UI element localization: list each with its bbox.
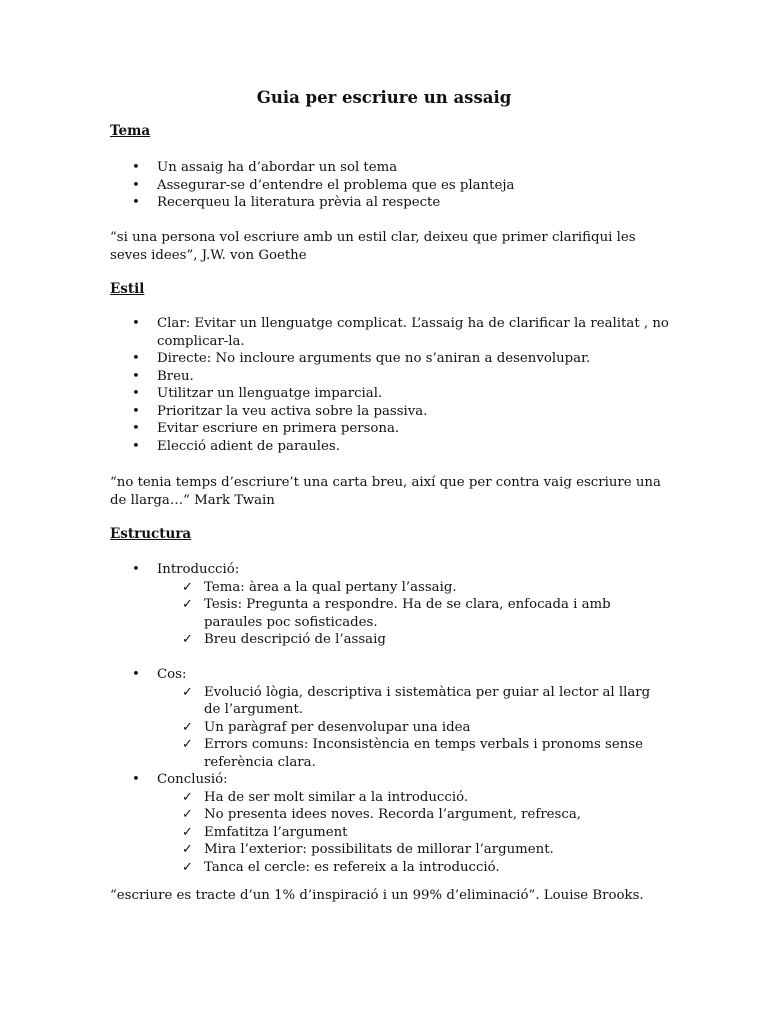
- list-item: • Clar: Evitar un llenguatge complicat. L’assaig ha de clarificar la realitat , no complicar-la.: [110, 315, 670, 350]
- check-item: ✓ Un paràgraf per desenvolupar una idea: [157, 719, 670, 737]
- section-heading-estructura: Estructura: [110, 526, 192, 542]
- list-item: • Utilitzar un llenguatge imparcial.: [110, 385, 670, 403]
- list-item: • Breu.: [110, 368, 670, 386]
- list-item-conclusio: [110, 771, 670, 876]
- list-item-label: Conclusió:: [157, 772, 228, 787]
- page-title: Guia per escriure un assaig: [256, 88, 512, 107]
- quote-brooks: “escriure es tracte d’un 1% d’inspiració i un 99% d’eliminació”. Louise Brooks.: [110, 888, 644, 903]
- check-item: ✓ Breu descripció de l’assaig: [157, 631, 670, 649]
- check-item: ✓ Tanca el cercle: es refereix a la introducció.: [157, 859, 670, 877]
- list-item: • Un assaig ha d’abordar un sol tema: [110, 159, 670, 177]
- list-item-label: Cos:: [157, 667, 187, 682]
- estil-list: [110, 315, 670, 455]
- list-item: • Assegurar-se d’entendre el problema que es planteja: [110, 177, 670, 195]
- tema-list: [110, 159, 670, 212]
- list-item-label: Introducció:: [157, 562, 240, 577]
- introduccio-checklist: [157, 579, 670, 649]
- check-item: ✓ Tesis: Pregunta a respondre. Ha de se clara, enfocada i amb paraules poc sofisticades.: [157, 596, 670, 631]
- check-item: ✓ Emfatitza l’argument: [157, 824, 670, 842]
- quote-goethe: “si una persona vol escriure amb un estil clar, deixeu que primer clarifiqui les seves idees”, J.W. von Goethe: [110, 230, 636, 263]
- quote-twain: “no tenia temps d’escriure’t una carta breu, així que per contra vaig escriure una de llarga…” Mark Twain: [110, 475, 661, 508]
- list-item: • Directe: No incloure arguments que no s’aniran a desenvolupar.: [110, 350, 670, 368]
- list-item: • Evitar escriure en primera persona.: [110, 420, 670, 438]
- check-item: ✓ Ha de ser molt similar a la introducció.: [157, 789, 670, 807]
- section-heading-estil: Estil: [110, 281, 145, 297]
- list-item-cos: [110, 666, 670, 771]
- check-item: ✓ No presenta idees noves. Recorda l’argument, refresca,: [157, 806, 670, 824]
- check-item: ✓ Tema: àrea a la qual pertany l’assaig.: [157, 579, 670, 597]
- estructura-list: [110, 561, 670, 876]
- check-item: ✓ Mira l’exterior: possibilitats de millorar l’argument.: [157, 841, 670, 859]
- list-item: • Recerqueu la literatura prèvia al respecte: [110, 194, 670, 212]
- check-item: ✓ Errors comuns: Inconsistència en temps verbals i pronoms sense referència clara.: [157, 736, 670, 771]
- list-item: • Elecció adient de paraules.: [110, 438, 670, 456]
- list-item-introduccio: [110, 561, 670, 666]
- conclusio-checklist: [157, 789, 670, 877]
- spacer: [157, 649, 670, 667]
- list-item: • Prioritzar la veu activa sobre la passiva.: [110, 403, 670, 421]
- cos-checklist: [157, 684, 670, 772]
- check-item: ✓ Evolució lògia, descriptiva i sistemàtica per guiar al lector al llarg de l’argument.: [157, 684, 670, 719]
- section-heading-tema: Tema: [110, 123, 151, 139]
